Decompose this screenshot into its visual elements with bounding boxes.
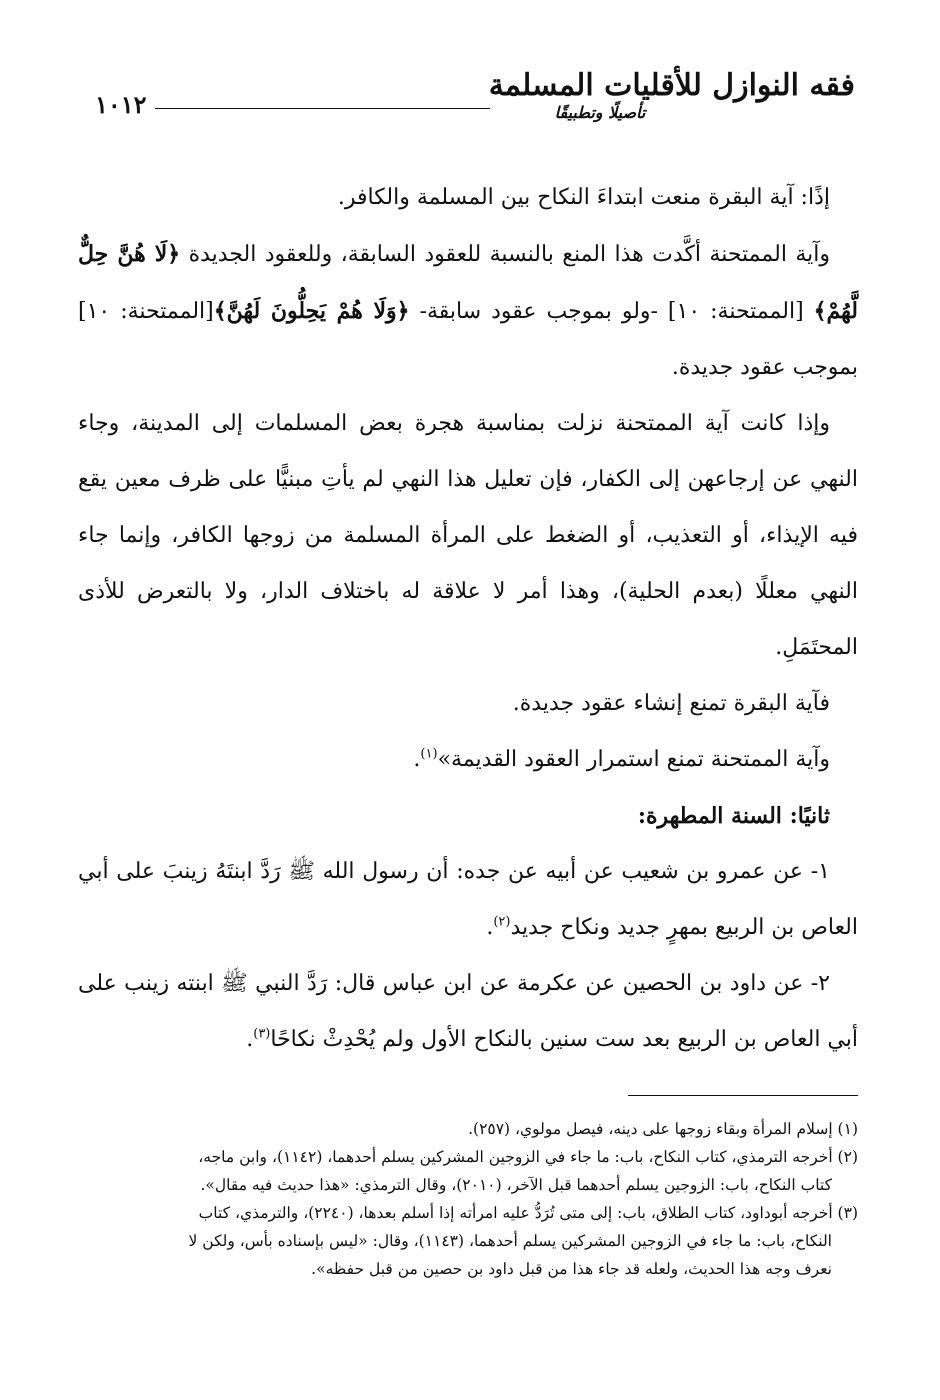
footnote-1: (١) إسلام المرأة وبقاء زوجها على دينه، فيصل مولوي، (٢٥٧). xyxy=(468,1120,858,1138)
main-text xyxy=(78,170,858,1068)
book-title-main: فقه النوازل للأقليات المسلمة xyxy=(488,68,855,103)
paragraph-6-text: ١- عن عمرو بن شعيب عن أبيه عن جده: أن رسول الله ﷺ رَدَّ ابنتَهُ زينبَ على أبي العاص بن الربيع بمهرٍ جديد ونكاح جديد xyxy=(78,859,858,940)
footnote-2-line-2: كتاب النكاح، باب: الزوجين يسلم أحدهما قبل الآخر، (٢٠١٠)، وقال الترمذي: «هذا حديث فيه مقال». xyxy=(200,1176,832,1194)
footnotes xyxy=(78,1115,858,1283)
page-number: ١٠١٢ xyxy=(95,90,147,119)
quran-verse-2: ﴿وَلَا هُمْ يَحِلُّونَ لَهُنَّ﴾ xyxy=(213,298,410,324)
paragraph-3: وإذا كانت آية الممتحنة نزلت بمناسبة هجرة بعض المسلمات إلى المدينة، وجاء النهي عن إرجاعهن إلى الكفار، فإن تعليل هذا النهي لم يأتِ مبنيًّا على ظرف معين يقع فيه الإيذاء، أو التعذيب، أو الضغط على المرأة المسلمة من زوجها الكافر، وإنما جاء النهي معللًا (بعدم الحلية)، وهذا أمر لا علاقة له باختلاف الدار، ولا بالتعرض للأذى المحتَمَلِ. xyxy=(78,411,858,660)
paragraph-5-text: وآية الممتحنة تمنع استمرار العقود القديمة» xyxy=(437,747,830,772)
book-title-sub: تأصيلًا وتطبيقًا xyxy=(554,103,646,122)
footnote-2-line-1: (٢) أخرجه الترمذي، كتاب النكاح، باب: ما جاء في الزوجين المشركين يسلم أحدهما، (١١٤٢)، وابن ماجه، xyxy=(198,1148,858,1166)
footnote-ref-3[interactable]: (٣) xyxy=(253,1026,271,1042)
paragraph-5-end: . xyxy=(413,747,421,772)
section-heading: ثانيًا: السنة المطهرة: xyxy=(637,803,830,829)
quran-verse-1: ﴿لَا هُنَّ حِلٌّ لَّهُمْ﴾ xyxy=(78,241,859,324)
footnote-ref-2[interactable]: (٢) xyxy=(493,914,511,930)
footnote-3-line-1: (٣) أخرجه أبوداود، كتاب الطلاق، باب: إلى متى تُرَدُّ عليه امرأته إذا أسلم بعدها، (٢٢٤٠)، والترمذي، كتاب xyxy=(198,1204,858,1222)
paragraph-7 xyxy=(78,956,858,1068)
paragraph-6 xyxy=(78,844,858,956)
paragraph-2-part-a: وآية الممتحنة أكَّدت هذا المنع بالنسبة للعقود السابقة، وللعقود الجديدة xyxy=(180,242,830,267)
paragraph-7-text: ٢- عن داود بن الحصين عن عكرمة عن ابن عباس قال: رَدَّ النبي ﷺ ابنته زينب على أبي العاص بن الربيع بعد ست سنين بالنكاح الأول ولم يُحْدِثْ نكاحًا xyxy=(78,971,858,1052)
paragraph-7-end: . xyxy=(246,1027,254,1052)
paragraph-1: إذًا: آية البقرة منعت ابتداءَ النكاح بين المسلمة والكافر. xyxy=(337,185,830,210)
book-title xyxy=(488,68,855,122)
footnote-ref-1[interactable]: (١) xyxy=(420,746,438,762)
page-header xyxy=(95,68,855,138)
paragraph-2 xyxy=(78,226,858,396)
header-divider xyxy=(155,108,490,109)
footnote-3-line-3: نعرف وجه هذا الحديث، ولعله قد جاء هذا من قبل داود بن حصين من قبل حفظه». xyxy=(311,1260,832,1278)
footnote-3-line-2: النكاح، باب: ما جاء في الزوجين المشركين يسلم أحدهما، (١١٤٣)، وقال: «ليس بإسناده بأس، ولكن لا xyxy=(188,1232,832,1250)
paragraph-5 xyxy=(78,732,858,788)
paragraph-2-part-b: [الممتحنة: ١٠] -ولو بموجب عقود سابقة- xyxy=(409,299,814,324)
paragraph-4: فآية البقرة تمنع إنشاء عقود جديدة. xyxy=(512,691,830,716)
paragraph-2-part-c: [الممتحنة: ١٠] بموجب عقود جديدة. xyxy=(78,299,858,380)
footnote-divider xyxy=(628,1095,858,1096)
paragraph-6-end: . xyxy=(486,915,494,940)
